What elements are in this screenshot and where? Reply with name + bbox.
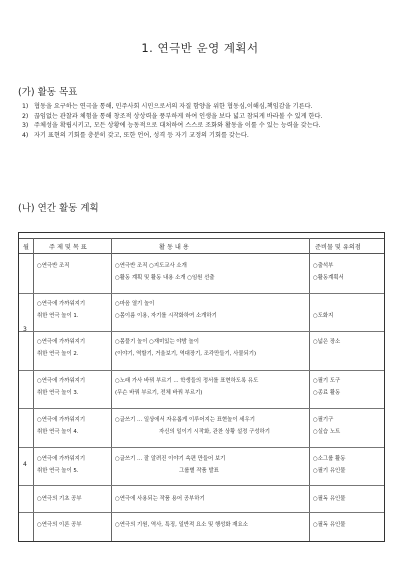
month-label: 4 (23, 461, 27, 468)
table-header (19, 238, 384, 254)
content-cell: (무슨 바꿔 부르기, 전체 바꿔 부르기) (115, 390, 203, 396)
topic-cell: 취한 연극 놀이 2. (37, 351, 79, 357)
prep-cell: ○필기 도구 (313, 378, 341, 384)
section-plan-heading: (나) 연간 활동 계획 (18, 203, 99, 214)
topic-cell: ○연극의 기초 공부 (37, 496, 82, 502)
prep-cell: ○필기 유인물 (313, 468, 346, 474)
topic-cell: ○연극에 가까워지기 (37, 417, 86, 423)
goal-text: 협동을 요구하는 연극을 통해, 민주사회 시민으로서의 자질 함양을 위한 협동심,이해심,책임감을 기른다. (34, 103, 313, 110)
content-cell: ○연극에 사용되는 작품 용어 공부하기 (115, 496, 205, 502)
column-divider (33, 238, 34, 541)
content-cell: ○연극반 조직 ○지도교사 소개 (115, 263, 187, 269)
goal-text: 자기 표현의 기회를 충분히 갖고, 또한 언어, 성격 등 자기 교정의 기회를 갖는다. (34, 131, 249, 139)
content-cell: ○몸이름 이용, 자기를 시작화하여 소개하기 (115, 313, 217, 319)
prep-cell: ○소그룹 활동 (313, 456, 346, 462)
content-cell: 그룹별 작품 발표 (179, 468, 219, 474)
goal-text: 끊임없는 관찰과 체험을 통해 창조적 상상력을 풍부하게 하여 인생을 보다 넓고 참되게 바라볼 수 있게 한다. (34, 112, 323, 120)
header-prep: 준비물 및 유의점 (315, 244, 361, 251)
row-divider (19, 485, 384, 486)
content-cell: (이야기, 역할기, 거울보기, 역대장기, 조각만들기, 사물되기) (115, 351, 257, 357)
header-month: 월 (23, 244, 29, 251)
goal-number: 3) (22, 122, 29, 130)
prep-cell: ○출석부 (313, 263, 334, 269)
goal-text: 주체성을 확립시키고, 모든 상황에 능동적으로 대처하여 스스로 조화와 활동을 이룰 수 있는 능력을 갖는다. (34, 122, 321, 130)
content-cell: ○글쓰기 ... 잘 알려진 이야기 속편 만들어 보기 (115, 456, 226, 462)
row-divider (19, 331, 384, 332)
topic-cell: ○연극에 가까워지기 (37, 378, 86, 384)
content-cell: ○활동 계획 및 활동 내용 소개 ○임원 선출 (115, 275, 215, 281)
prep-cell: ○필독 유인물 (313, 496, 346, 502)
row-divider (19, 512, 384, 513)
content-cell: 자신의 일이기 시작화, 관찬 상황 설정 구성하기 (159, 429, 270, 435)
topic-cell: 취한 연극 놀이 4. (37, 429, 79, 435)
row-divider (19, 408, 384, 409)
prep-cell: ○도화지 (313, 313, 334, 319)
goal-item (22, 102, 374, 112)
topic-cell: ○연극의 이론 공부 (37, 522, 82, 528)
topic-cell: 취한 연극 놀이 3. (37, 390, 79, 396)
page-title: 1. 연극반 운영 계획서 (141, 41, 259, 55)
row-divider (19, 370, 384, 371)
content-cell: ○연극의 기원, 역사, 특징, 일반적 요소 및 행성화 재요소 (115, 522, 248, 528)
content-cell: ○마음 열기 놀이 (115, 301, 155, 307)
prep-cell: ○실습 노트 (313, 429, 341, 435)
topic-cell: ○연극에 가까워지기 (37, 456, 86, 462)
goal-item (22, 131, 374, 141)
goal-item (22, 112, 374, 122)
prep-cell: ○넓은 장소 (313, 339, 341, 345)
goal-number: 4) (22, 131, 29, 139)
topic-cell: ○연극반 조직 (37, 263, 70, 269)
column-divider (111, 238, 112, 541)
annual-plan-table (18, 232, 385, 542)
topic-cell: 취한 연극 놀이 1. (37, 313, 79, 319)
prep-cell: ○활동계획서 (313, 275, 344, 281)
topic-cell: ○연극에 가까워지기 (37, 301, 86, 307)
content-cell: ○글쓰기 ... 일상에서 자유롭게 이루어지는 표현놀이 세우기 (115, 417, 255, 423)
content-cell: ○노래 가사 바꿔 부르기 ... 학생들의 정서를 표현하도록 유도 (115, 378, 259, 384)
column-divider (309, 238, 310, 541)
row-divider (19, 293, 384, 294)
month-label: 3 (23, 326, 27, 333)
goal-number: 1) (22, 103, 29, 110)
prep-cell: ○필기구 (313, 417, 334, 423)
topic-cell: 취한 연극 놀이 5. (37, 468, 79, 474)
content-cell: ○몸풀기 놀이 ○재미있는 야밤 놀이 (115, 339, 199, 345)
section-goals-heading: (가) 활동 목표 (18, 87, 78, 98)
prep-cell: ○종료 활동 (313, 390, 341, 396)
goal-number: 2) (22, 112, 29, 120)
header-content: 활 동 내 용 (159, 244, 189, 251)
topic-cell: ○연극에 가까워지기 (37, 339, 86, 345)
goals-list (22, 102, 374, 140)
goal-item (22, 121, 374, 131)
prep-cell: ○필독 유인물 (313, 522, 346, 528)
row-divider (19, 447, 384, 448)
header-topic: 주 제 및 목 표 (49, 244, 87, 251)
